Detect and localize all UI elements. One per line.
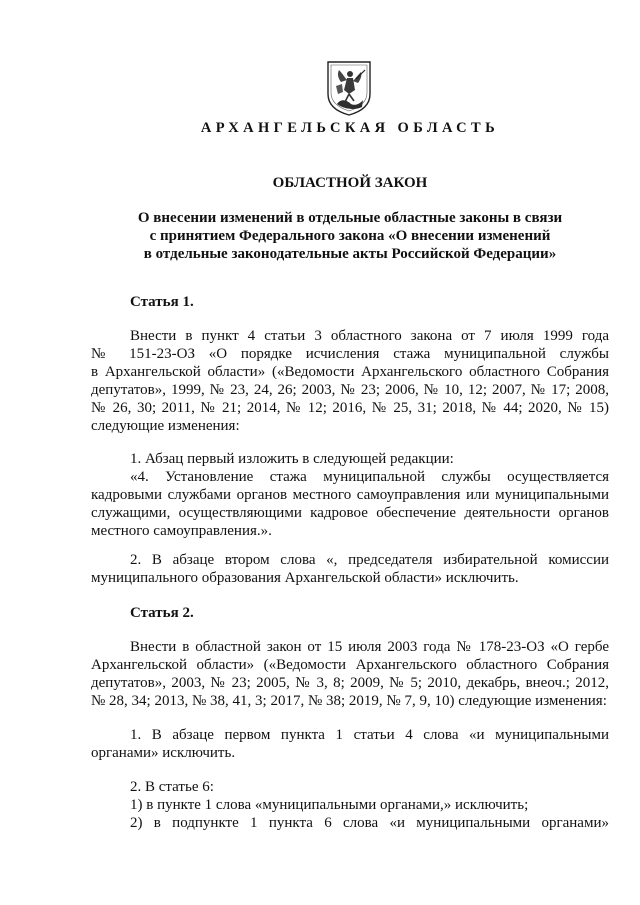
text-line: «4. Установление стажа муниципальной службы осуществляется — [130, 469, 609, 485]
text-line: муниципального образования Архангельской области» исключить. — [91, 570, 519, 586]
article-2-item-1 — [91, 726, 609, 762]
text-line: № 26, 30; 2011, № 21; 2014, № 12; 2016, № 25, 31; 2018, № 44; 2020, № 15) — [91, 400, 609, 416]
subtitle-line: О внесении изменений в отдельные областные законы в связи — [137, 210, 563, 226]
law-title: ОБЛАСТНОЙ ЗАКОН — [272, 175, 428, 191]
article-2-intro — [91, 638, 609, 710]
subtitle-line: в отдельные законодательные акты Российской Федерации» — [143, 246, 557, 262]
text-line: № 28, 34; 2013, № 38, 41, 3; 2017, № 38; 2019, № 7, 9, 10) следующие изменения: — [91, 693, 607, 709]
text-line: депутатов», 2003, № 23; 2005, № 3, 8; 2009, № 5; 2010, декабрь, внеоч.; 2012, — [91, 675, 609, 691]
article-2-heading: Статья 2. — [130, 605, 194, 621]
text-line: Внести в областной закон от 15 июля 2003 года № 178-23-ОЗ «О гербе — [130, 639, 609, 655]
text-line: 1. В абзаце первом пункта 1 статьи 4 слова «и муниципальными — [130, 727, 609, 743]
text-line: 2. В статье 6: — [130, 779, 214, 795]
text-line: следующие изменения: — [91, 418, 240, 434]
coat-of-arms-icon — [325, 60, 373, 116]
text-line: Внести в пункт 4 статьи 3 областного закона от 7 июля 1999 года — [130, 328, 609, 344]
article-1-item-2 — [91, 551, 609, 587]
article-1-item-1 — [91, 450, 609, 540]
text-line: 2) в подпункте 1 пункта 6 слова «и муниципальными органами» — [130, 815, 609, 831]
text-line: 1) в пункте 1 слова «муниципальными органами,» исключить; — [130, 797, 529, 813]
text-line: № 151-23-ОЗ «О порядке исчисления стажа муниципальной службы — [91, 346, 609, 362]
text-line: 2. В абзаце втором слова «, председателя избирательной комиссии — [130, 552, 609, 568]
law-subtitle — [0, 209, 640, 263]
text-line: служащими, осуществляющими кадровое обеспечение деятельности органов — [91, 505, 609, 521]
text-line: кадровыми службами органов местного самоуправления или муниципальными — [91, 487, 609, 503]
text-line: в Архангельской области» («Ведомости Архангельского областного Собрания — [91, 364, 609, 380]
text-line: органами» исключить. — [91, 745, 236, 761]
text-line: 1. Абзац первый изложить в следующей редакции: — [130, 451, 454, 467]
text-line: депутатов», 1999, № 23, 24, 26; 2003, № 23; 2006, № 10, 12; 2007, № 17; 2008, — [91, 382, 609, 398]
article-1-heading: Статья 1. — [130, 294, 194, 310]
region-name: АРХАНГЕЛЬСКАЯ ОБЛАСТЬ — [200, 120, 500, 136]
article-2-item-2 — [91, 778, 609, 832]
article-1-intro — [91, 327, 609, 435]
subtitle-line: с принятием Федерального закона «О внесении изменений — [149, 228, 551, 244]
text-line: местного самоуправления.». — [91, 523, 272, 539]
text-line: Архангельской области» («Ведомости Архангельского областного Собрания — [91, 657, 609, 673]
